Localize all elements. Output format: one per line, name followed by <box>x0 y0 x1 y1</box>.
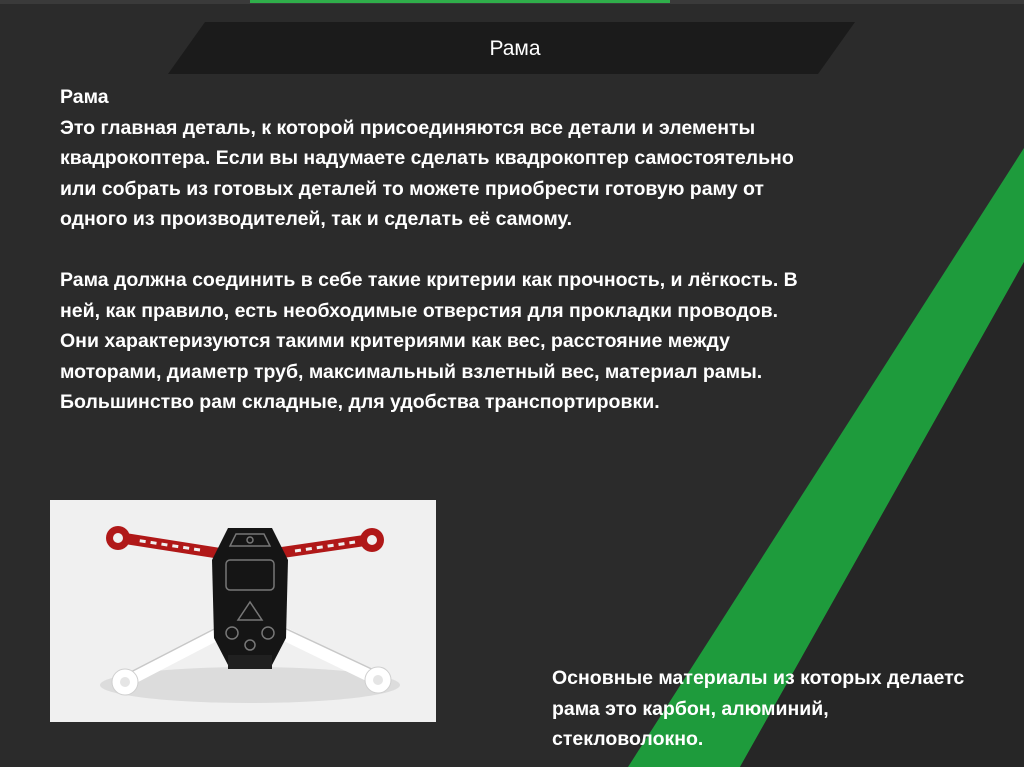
paragraph2-line: Они характеризуются такими критериями как вес, расстояние между <box>60 330 731 352</box>
slide-title: Рама <box>489 37 541 60</box>
quadcopter-frame-photo <box>50 500 436 722</box>
paragraph1-line: Это главная деталь, к которой присоединяются все детали и элементы <box>60 116 756 139</box>
caption-line: стекловолокно. <box>552 728 704 750</box>
paragraph1-line: одного из производителей, так и сделать её самому. <box>60 208 573 230</box>
caption-line: рама это карбон, алюминий, <box>552 697 829 720</box>
paragraph2-line: Большинство рам складные, для удобства транспортировки. <box>60 391 660 413</box>
main-text <box>60 82 940 418</box>
center-plate <box>212 528 288 665</box>
paragraph2-line: ней, как правило, есть необходимые отверстия для прокладки проводов. <box>60 299 779 322</box>
paragraph1-line: квадрокоптера. Если вы надумаете сделать квадрокоптер самостоятельно <box>60 147 794 169</box>
materials-caption <box>552 663 1024 755</box>
caption-line: Основные материалы из которых делаетс <box>552 667 965 689</box>
paragraph1-line: или собрать из готовых деталей то можете приобрести готовую раму от <box>60 177 764 200</box>
paragraph2-line: Рама должна соединить в себе такие критерии как прочность, и лёгкость. В <box>60 269 798 291</box>
paragraph2-line: моторами, диаметр труб, максимальный взлетный вес, материал рамы. <box>60 360 763 383</box>
section-heading: Рама <box>60 86 109 108</box>
